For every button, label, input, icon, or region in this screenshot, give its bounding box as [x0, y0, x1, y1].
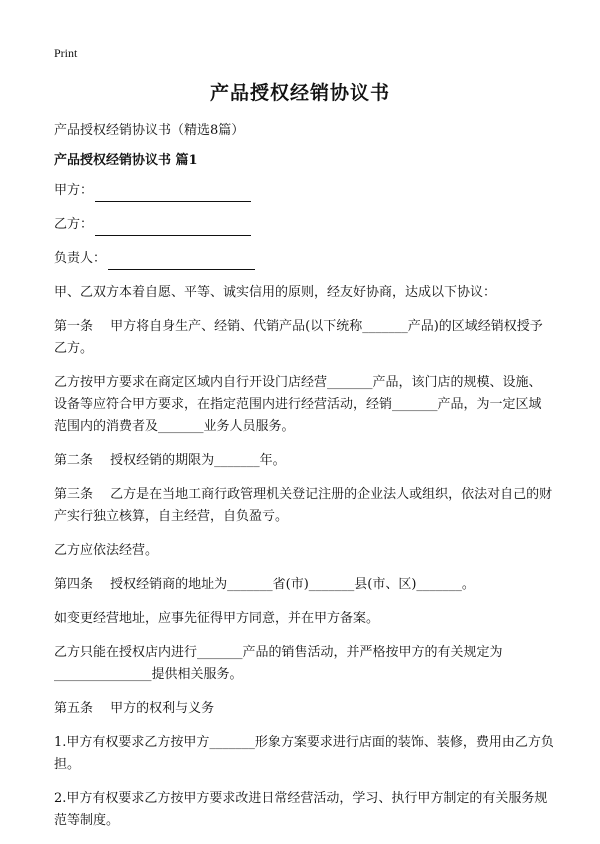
party-b-field — [54, 214, 554, 236]
paragraph: 第二条 授权经销的期限为_______年。 — [54, 453, 286, 468]
principal-label: 负责人： — [54, 251, 107, 266]
section-heading: 产品授权经销协议书 篇1 — [54, 153, 198, 168]
paragraph: 乙方只能在授权店内进行_______产品的销售活动，并严格按甲方的有关规定为_______________提供相关服务。 — [54, 645, 503, 682]
principal-blank-line — [108, 253, 255, 270]
party-b-blank-line — [95, 219, 251, 236]
paragraph: 乙方应依法经营。 — [54, 543, 159, 558]
paragraph: 第三条 乙方是在当地工商行政管理机关登记注册的企业法人或组织，依法对自己的财产实行独立核算，自主经营，自负盈亏。 — [54, 487, 553, 524]
principal-field — [54, 248, 554, 270]
party-b-label: 乙方： — [54, 217, 94, 232]
paragraph: 甲、乙双方本着自愿、平等、诚实信用的原则，经友好协商，达成以下协议： — [54, 285, 497, 300]
party-a-label: 甲方： — [54, 183, 94, 198]
party-a-field — [54, 180, 554, 202]
paragraph: 第四条 授权经销商的地址为_______省(市)_______县(市、区)_______。 — [54, 577, 475, 592]
document-subtitle: 产品授权经销协议书（精选8篇） — [54, 123, 245, 138]
paragraph: 1.甲方有权要求乙方按甲方_______形象方案要求进行店面的装饰、装修，费用由乙方负担。 — [54, 735, 554, 772]
paragraph: 乙方按甲方要求在商定区域内自行开设门店经营_______产品，该门店的规模、设施、设备等应符合甲方要求，在指定范围内进行经营活动，经销_______产品，为一定区域范围内的消费者及_______业务人员服务。 — [54, 375, 542, 434]
paragraph: 如变更经营地址，应事先征得甲方同意，并在甲方备案。 — [54, 611, 380, 626]
document-title: 产品授权经销协议书 — [209, 82, 390, 104]
party-a-blank-line — [95, 185, 251, 202]
print-link[interactable]: Print — [54, 46, 78, 60]
document-body — [54, 120, 554, 844]
paragraph: 第五条 甲方的权利与义务 — [54, 701, 215, 716]
paragraph: 2.甲方有权要求乙方按甲方要求改进日常经营活动，学习、执行甲方制定的有关服务规范等制度。 — [54, 791, 548, 828]
paragraph: 第一条 甲方将自身生产、经销、代销产品(以下统称_______产品)的区域经销权授予乙方。 — [54, 319, 543, 356]
